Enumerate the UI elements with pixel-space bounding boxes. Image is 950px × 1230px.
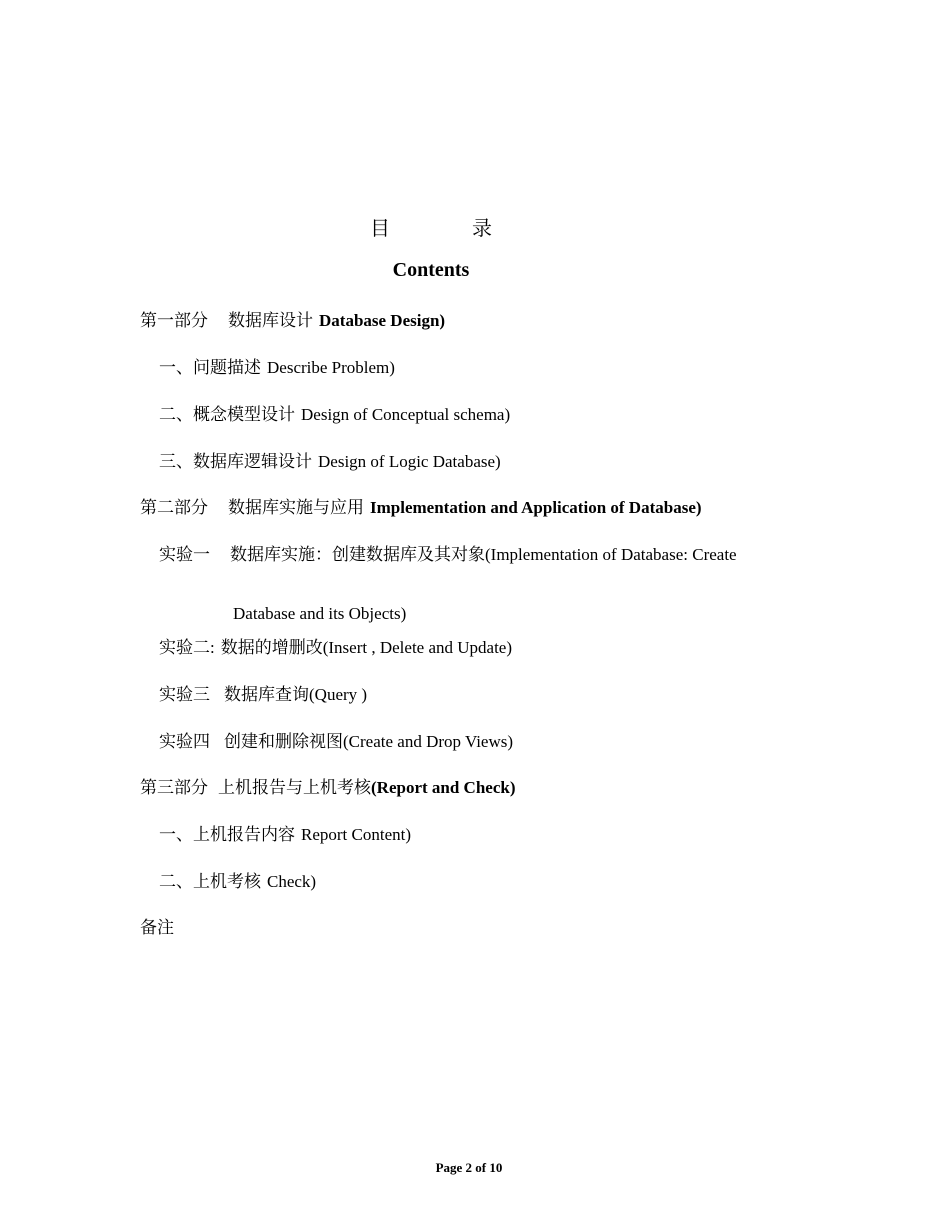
part2-number: 第二部分 xyxy=(140,498,208,517)
p1-item2-en: Design of Conceptual schema) xyxy=(301,405,511,424)
part2-title-en: Implementation and Application of Database) xyxy=(370,498,702,517)
page-number-footer: Page 2 of 10 xyxy=(435,1160,503,1175)
p1-item2-cn: 二、概念模型设计 xyxy=(159,405,295,424)
exp4-number: 实验四 xyxy=(159,732,210,751)
toc-heading-english: Contents xyxy=(392,259,470,281)
toc-part1 xyxy=(140,311,445,331)
toc-exp2 xyxy=(159,638,512,658)
toc-p1-item2 xyxy=(159,405,510,425)
toc-exp1-continued: Database and its Objects) xyxy=(233,604,407,623)
part1-title-en: Database Design) xyxy=(319,311,446,330)
toc-p3-item2 xyxy=(159,872,316,892)
toc-exp4 xyxy=(159,732,513,752)
exp2-title: 数据的增删改(Insert , Delete and Update) xyxy=(220,638,513,657)
p1-item3-en: Design of Logic Database) xyxy=(318,452,501,471)
p1-item1-en: Describe Problem) xyxy=(267,358,395,377)
heading-char-right: 录 xyxy=(472,218,492,240)
exp3-number: 实验三 xyxy=(159,685,210,704)
toc-part3 xyxy=(140,778,516,798)
exp4-title: 创建和删除视图(Create and Drop Views) xyxy=(224,732,514,751)
toc-note: 备注 xyxy=(140,918,174,937)
part3-title-en: (Report and Check) xyxy=(371,778,516,797)
p3-item1-en: Report Content) xyxy=(301,825,412,844)
toc-heading-chinese xyxy=(0,212,862,241)
toc-part2 xyxy=(140,498,702,518)
part1-number: 第一部分 xyxy=(140,311,208,330)
p1-item3-cn: 三、数据库逻辑设计 xyxy=(159,452,312,471)
heading-char-left: 目 xyxy=(370,218,390,240)
part1-title-cn: 数据库设计 xyxy=(228,311,313,330)
toc-p1-item3 xyxy=(159,452,501,472)
part3-title-cn: 上机报告与上机考核 xyxy=(218,778,371,797)
p3-item1-cn: 一、上机报告内容 xyxy=(159,825,295,844)
toc-exp1 xyxy=(159,545,737,565)
exp1-title: 数据库实施：创建数据库及其对象(Implementation of Database: Create xyxy=(230,545,737,564)
p3-item2-en: Check) xyxy=(267,872,317,891)
exp3-title: 数据库查询(Query ) xyxy=(224,685,368,704)
toc-p1-item1 xyxy=(159,358,395,378)
toc-exp3 xyxy=(159,685,367,705)
p3-item2-cn: 二、上机考核 xyxy=(159,872,261,891)
toc-p3-item1 xyxy=(159,825,411,845)
part2-title-cn: 数据库实施与应用 xyxy=(228,498,364,517)
exp1-number: 实验一 xyxy=(159,545,210,564)
p1-item1-cn: 一、问题描述 xyxy=(159,358,261,377)
exp2-number: 实验二: xyxy=(159,638,215,657)
part3-number: 第三部分 xyxy=(140,778,208,797)
